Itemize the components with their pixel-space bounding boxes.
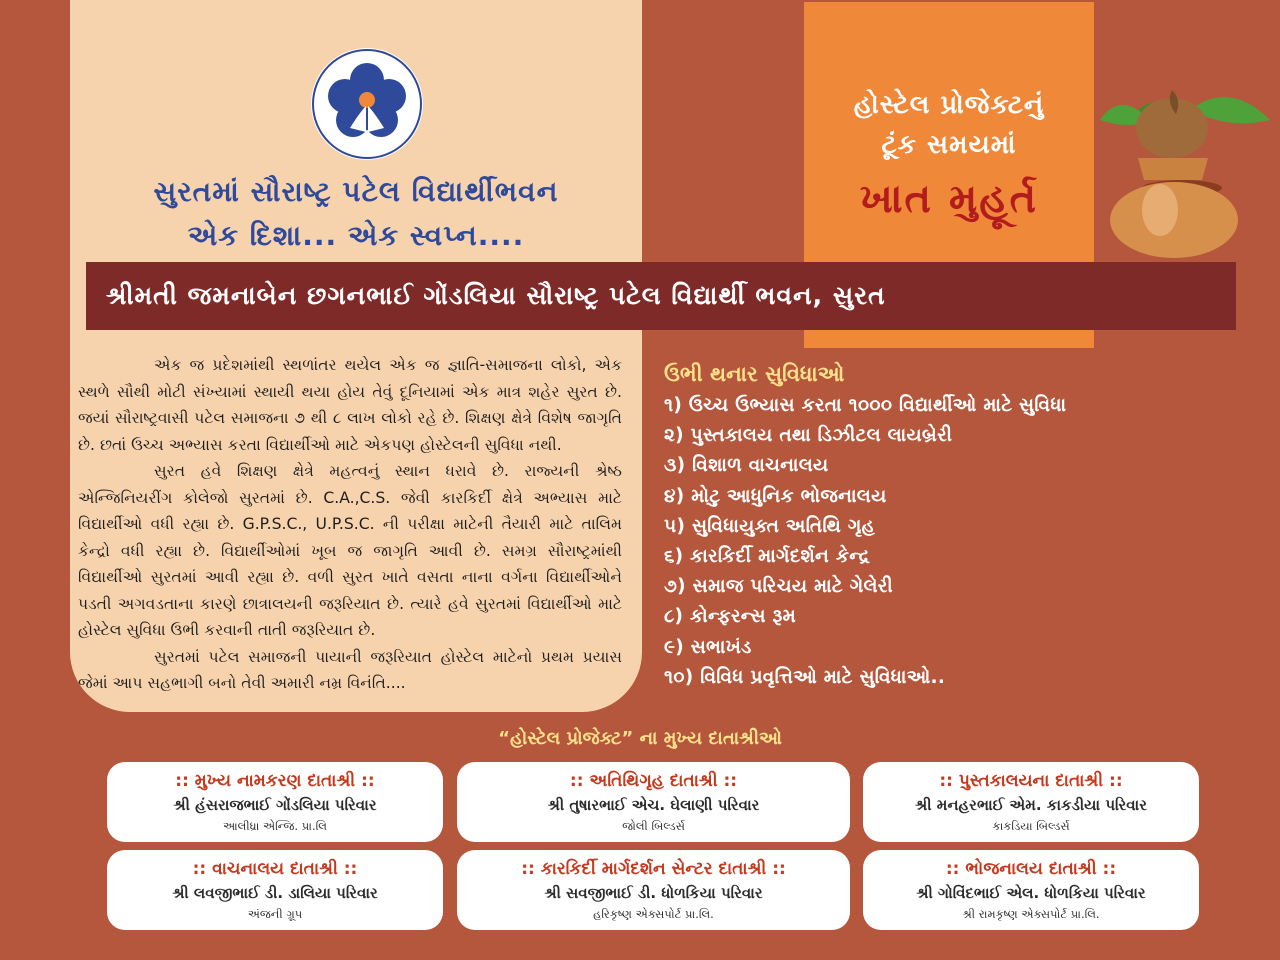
muhurt-line1: હોસ્ટેલ પ્રોજેક્ટનું — [853, 90, 1045, 120]
headline-line1: સુરતમાં સૌરાષ્ટ્ર પટેલ વિદ્યાર્થીભવન — [153, 175, 559, 208]
donor-name: શ્રી ગોવિંદભાઈ એલ. ધોળકિયા પરિવાર — [916, 884, 1146, 902]
donor-role: :: ભોજનાલય દાતાશ્રી :: — [945, 859, 1117, 879]
donor-name: શ્રી તુષારભાઈ એચ. ઘેલાણી પરિવાર — [547, 796, 760, 814]
donor-role: :: મુખ્ય નામકરણ દાતાશ્રી :: — [175, 771, 375, 791]
donor-card — [863, 850, 1199, 930]
donor-card — [457, 850, 850, 930]
intro-paragraph-1: એક જ પ્રદેશમાંથી સ્થળાંતર થયેલ એક જ જ્ઞાતિ-સમાજના લોકો, એક સ્થળે સૌથી મોટી સંખ્યામાં સ્થાયી થયા હોય તેવું દૂનિયામાં એક માત્ર શહેર સુરત છે. જયાં સૌરાષ્ટ્રવાસી પટેલ સમાજના ૭ થી ૮ લાખ લોકો રહે છે. શિક્ષણ ક્ષેત્રે વિશેષ જાગૃતિ છે. છતાં ઉચ્ચ અભ્યાસ કરતા વિદ્યાર્થીઓ માટે એકપણ હોસ્ટેલની સુવિધા નથી. — [78, 356, 622, 454]
donor-firm: અંજની ગ્રૂપ — [247, 907, 303, 921]
donor-firm: હરિકૃષ્ણ એક્સપોર્ટ પ્રા.લિ. — [593, 907, 714, 921]
donor-card — [863, 762, 1199, 842]
feature-item: ૫) સુવિધાયુક્ત અતિથિ ગૃહ — [664, 515, 876, 537]
donor-role: :: અતિથિગૃહ દાતાશ્રી :: — [569, 771, 738, 791]
feature-item: ૭) સમાજ પરિચય માટે ગેલેરી — [664, 576, 893, 598]
feature-item: ૨) પુસ્તકાલય તથા ડિઝીટલ લાયબ્રેરી — [664, 425, 953, 447]
intro-paragraph-2: સુરત હવે શિક્ષણ ક્ષેત્રે મહત્વનું સ્થાન ધરાવે છે. રાજ્યની શ્રેષ્ઠ એન્જિનિયરીંગ કોલેજો સુરતમાં છે. C.A.,C.S. જેવી કારકિર્દી ક્ષેત્રે અભ્યાસ માટે વિદ્યાર્થીઓ વધી રહ્યા છે. G.P.S.C., U.P.S.C. ની પરીક્ષા માટેની તૈયારી માટે તાલિમ કેન્દ્રો વધી રહ્યા છે. વિદ્યાર્થીઓમાં ખૂબ જ જાગૃતિ આવી છે. સમગ્ર સૌરાષ્ટ્રમાંથી વિદ્યાર્થીઓ સુરતમાં આવી રહ્યા છે. વળી સુરત ખાતે વસતા નાના વર્ગના વિદ્યાર્થીઓને પડતી અગવડતાના કારણે છાત્રાલયની જરૂરિયાત છે. ત્યારે હવે સુરતમાં વિદ્યાર્થીઓ માટે હોસ્ટેલ સુવિધા ઉભી કરવાની તાતી જરૂરિયાત છે. — [78, 462, 622, 639]
feature-item: ૧૦) વિવિધ પ્રવૃત્તિઓ માટે સુવિધાઓ.. — [664, 666, 946, 688]
title-banner — [86, 262, 1236, 330]
banner-title: શ્રીમતી જમનાબેન છગનભાઈ ગોંડલિયા સૌરાષ્ટ્ર પટેલ વિદ્યાર્થી ભવન, સુરત — [106, 281, 886, 310]
muhurt-line2: ટૂંક સમયમાં — [881, 130, 1017, 160]
headline-line2: એક દિશા... એક સ્વપ્ન.... — [187, 219, 525, 252]
donor-name: શ્રી હંસરાજભાઈ ગોંડલિયા પરિવાર — [173, 796, 377, 814]
donor-firm: કાકડિયા બિલ્ડર્સ — [992, 819, 1070, 833]
kalash-icon — [1090, 80, 1280, 260]
donor-name: શ્રી મનહરભાઈ એમ. કાકડીયા પરિવાર — [915, 796, 1147, 814]
feature-item: ૬) કારકિર્દી માર્ગદર્શન કેન્દ્ર — [664, 546, 871, 568]
donors-title: “હોસ્ટેલ પ્રોજેક્ટ” ના મુખ્ય દાતાશ્રીઓ — [498, 728, 782, 749]
feature-item: ૪) મોટુ આધુનિક ભોજનાલય — [664, 485, 887, 507]
donor-role: :: કારકિર્દી માર્ગદર્શન સેન્ટર દાતાશ્રી :: — [521, 859, 786, 879]
intro-text — [78, 352, 622, 697]
donor-role: :: પુસ્તકાલયના દાતાશ્રી :: — [939, 771, 1123, 791]
muhurt-title: ખાત મુહૂર્ત — [859, 176, 1039, 222]
donor-card — [107, 762, 443, 842]
donor-firm: શ્રી રામકૃષ્ણ એક્સપોર્ટ પ્રા.લિ. — [962, 907, 1100, 921]
intro-paragraph-3: સુરતમાં પટેલ સમાજની પાયાની જરૂરિયાત હોસ્ટેલ માટેનો પ્રથમ પ્રયાસ જેમાં આપ સહભાગી બનો તેવી અમારી નમ્ર વિનંતિ.... — [78, 647, 622, 692]
headline — [76, 170, 636, 258]
donor-card — [457, 762, 850, 842]
donor-firm: જોલી બિલ્ડર્સ — [622, 819, 685, 833]
feature-item: ૮) કોન્ફરન્સ રૂમ — [664, 606, 796, 628]
features-list — [664, 362, 1224, 693]
donor-firm: આલીધ્રા એન્જિ. પ્રા.લિ — [223, 819, 327, 833]
feature-item: ૯) સભાખંડ — [664, 636, 752, 658]
donor-role: :: વાચનાલય દાતાશ્રી :: — [192, 859, 358, 879]
feature-item: ૧) ઉચ્ચ ઉભ્યાસ કરતા ૧૦૦૦ વિદ્યાર્થીઓ માટે સુવિધા — [664, 395, 1067, 416]
donor-name: શ્રી લવજીભાઈ ડી. ડાલિયા પરિવાર — [172, 884, 378, 902]
features-title: ઉભી થનાર સુવિધાઓ — [664, 362, 845, 386]
feature-item: ૩) વિશાળ વાચનાલય — [664, 455, 829, 477]
samaj-logo-icon — [302, 44, 432, 174]
donor-card — [107, 850, 443, 930]
donor-name: શ્રી સવજીભાઈ ડી. ધોળકિયા પરિવાર — [544, 884, 763, 902]
